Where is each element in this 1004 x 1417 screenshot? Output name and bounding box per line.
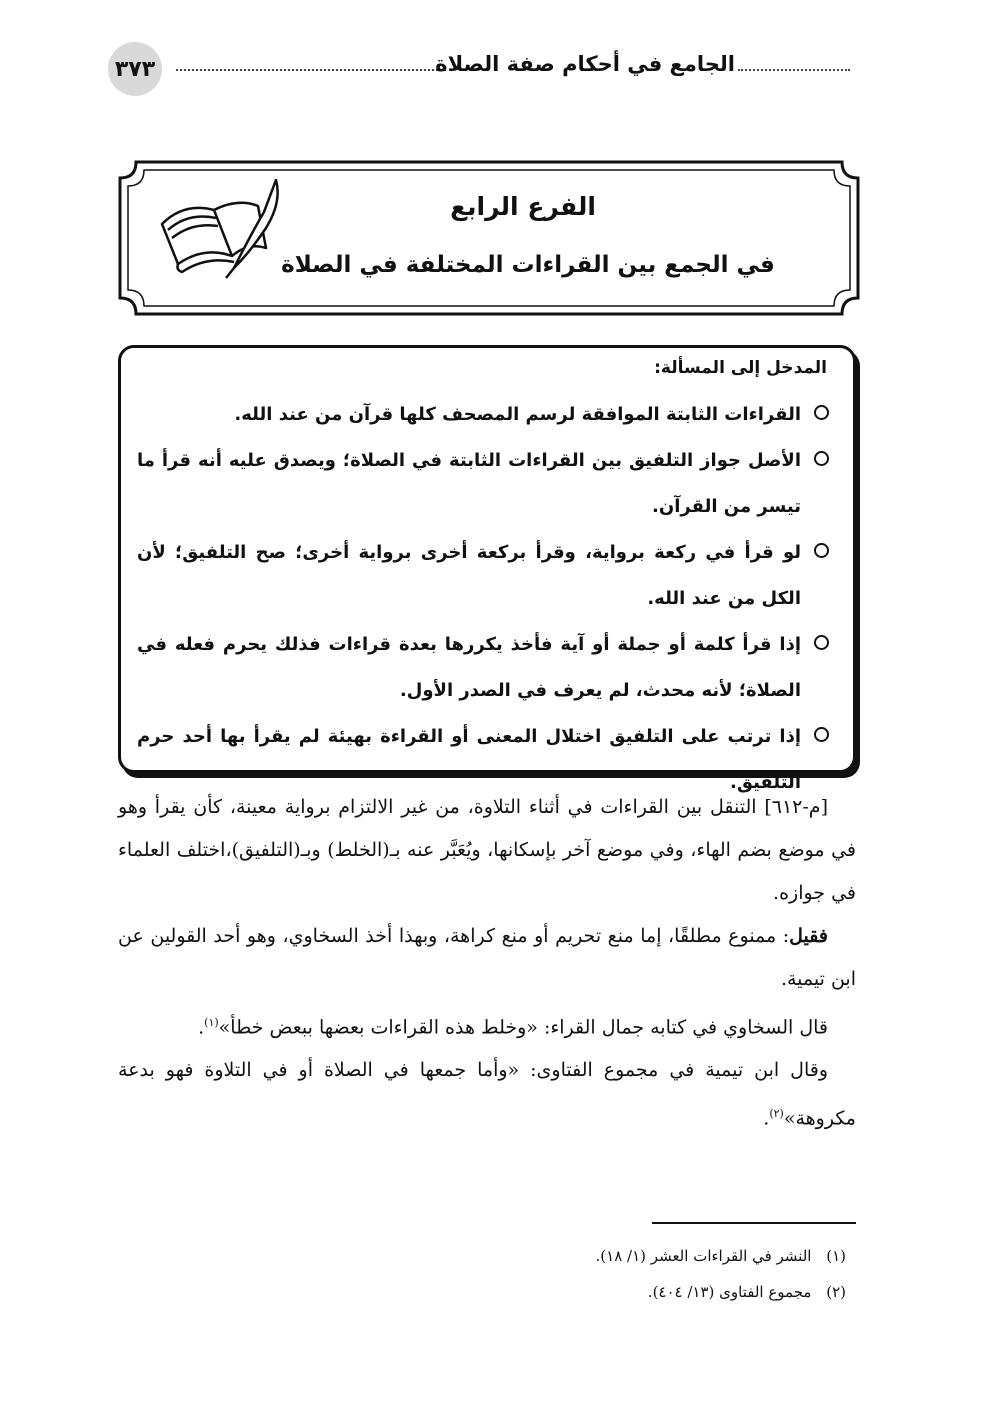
intro-item	[137, 622, 829, 714]
paragraph-text: وقال ابن تيمية في مجموع الفتاوى: «وأما جمعها في الصلاة أو في التلاوة فهو بدعة مكروهة»	[118, 1059, 856, 1130]
paragraph-text: : ممنوع مطلقًا، إما منع تحريم أو منع كراهة، وبهذا أخذ السخاوي، وهو أحد القولين عن ابن تيمية.	[118, 925, 856, 990]
intro-item-text: الأصل جواز التلفيق بين القراءات الثابتة في الصلاة؛ ويصدق عليه أنه قرأ ما تيسر من القرآن.	[137, 450, 801, 517]
circle-bullet-icon	[814, 727, 829, 742]
page-number: ٣٧٣	[108, 42, 162, 96]
header-dotted-rule	[176, 69, 446, 71]
section-subtitle: في الجمع بين القراءات المختلفة في الصلاة	[281, 252, 775, 278]
footnote-text: مجموع الفتاوى (١٣/ ٤٠٤).	[647, 1283, 812, 1301]
book-title: الجامع في أحكام صفة الصلاة	[435, 52, 735, 76]
section-title: الفرع الرابع	[450, 192, 596, 221]
footnotes	[300, 1238, 856, 1310]
footnote-text: النشر في القراءات العشر (١/ ١٨).	[595, 1247, 812, 1265]
running-header	[108, 42, 850, 98]
footnote-separator	[652, 1222, 856, 1224]
intro-heading: المدخل إلى المسألة:	[654, 358, 827, 378]
paragraph	[118, 915, 856, 1001]
intro-box	[118, 345, 856, 793]
intro-list	[137, 392, 829, 806]
footnote-number: (١)	[826, 1247, 846, 1265]
header-dotted-rule	[738, 69, 850, 71]
footnote-reference[interactable]: (١)	[204, 1016, 219, 1029]
section-title-frame	[118, 160, 860, 316]
body-text	[118, 786, 856, 1141]
intro-item	[137, 530, 829, 622]
intro-item-text: إذا ترتب على التلفيق اختلال المعنى أو القراءة بهيئة لم يقرأ بها أحد حرم التلفيق.	[137, 726, 801, 793]
paragraph-text: قال السخاوي في كتابه جمال القراء: «وخلط هذه القراءات بعضها ببعض خطأ»	[218, 1016, 828, 1039]
paragraph-lead-word: فقيل	[789, 925, 828, 947]
footnote	[300, 1274, 856, 1310]
circle-bullet-icon	[814, 635, 829, 650]
circle-bullet-icon	[814, 405, 829, 420]
footnote-number: (٢)	[826, 1283, 846, 1301]
circle-bullet-icon	[814, 543, 829, 558]
paragraph: وقال ابن تيمية في مجموع الفتاوى: «وأما جمعها في الصلاة أو في التلاوة فهو بدعة مكروهة»$^{(٢)}$.	[118, 1059, 856, 1130]
circle-bullet-icon	[814, 451, 829, 466]
intro-item	[137, 438, 829, 530]
intro-item-text: لو قرأ في ركعة برواية، وقرأ بركعة أخرى برواية أخرى؛ صح التلفيق؛ لأن الكل من عند الله.	[137, 542, 801, 609]
footnote-reference[interactable]: (٢)	[769, 1107, 784, 1121]
intro-item-text: القراءات الثابتة الموافقة لرسم المصحف كلها قرآن من عند الله.	[234, 404, 801, 425]
paragraph: قال السخاوي في كتابه جمال القراء: «وخلط هذه القراءات بعضها ببعض خطأ»$^{(١)}$.	[198, 1016, 828, 1039]
footnote	[300, 1238, 856, 1274]
intro-item	[137, 392, 829, 438]
intro-item-text: إذا قرأ كلمة أو جملة أو آية فأخذ يكررها بعدة قراءات فذلك يحرم فعله في الصلاة؛ لأنه محدث، لم يعرف في الصدر الأول.	[137, 634, 801, 701]
paragraph: [م-٦١٢] التنقل بين القراءات في أثناء التلاوة، من غير الالتزام برواية معينة، كأن يقرأ وهو في موضع بضم الهاء، وفي موضع آخر بإسكانها، ويُعَبَّر عنه بـ(الخلط) وبـ(التلفيق)،اختلف العلماء في جوازه.	[118, 796, 856, 904]
